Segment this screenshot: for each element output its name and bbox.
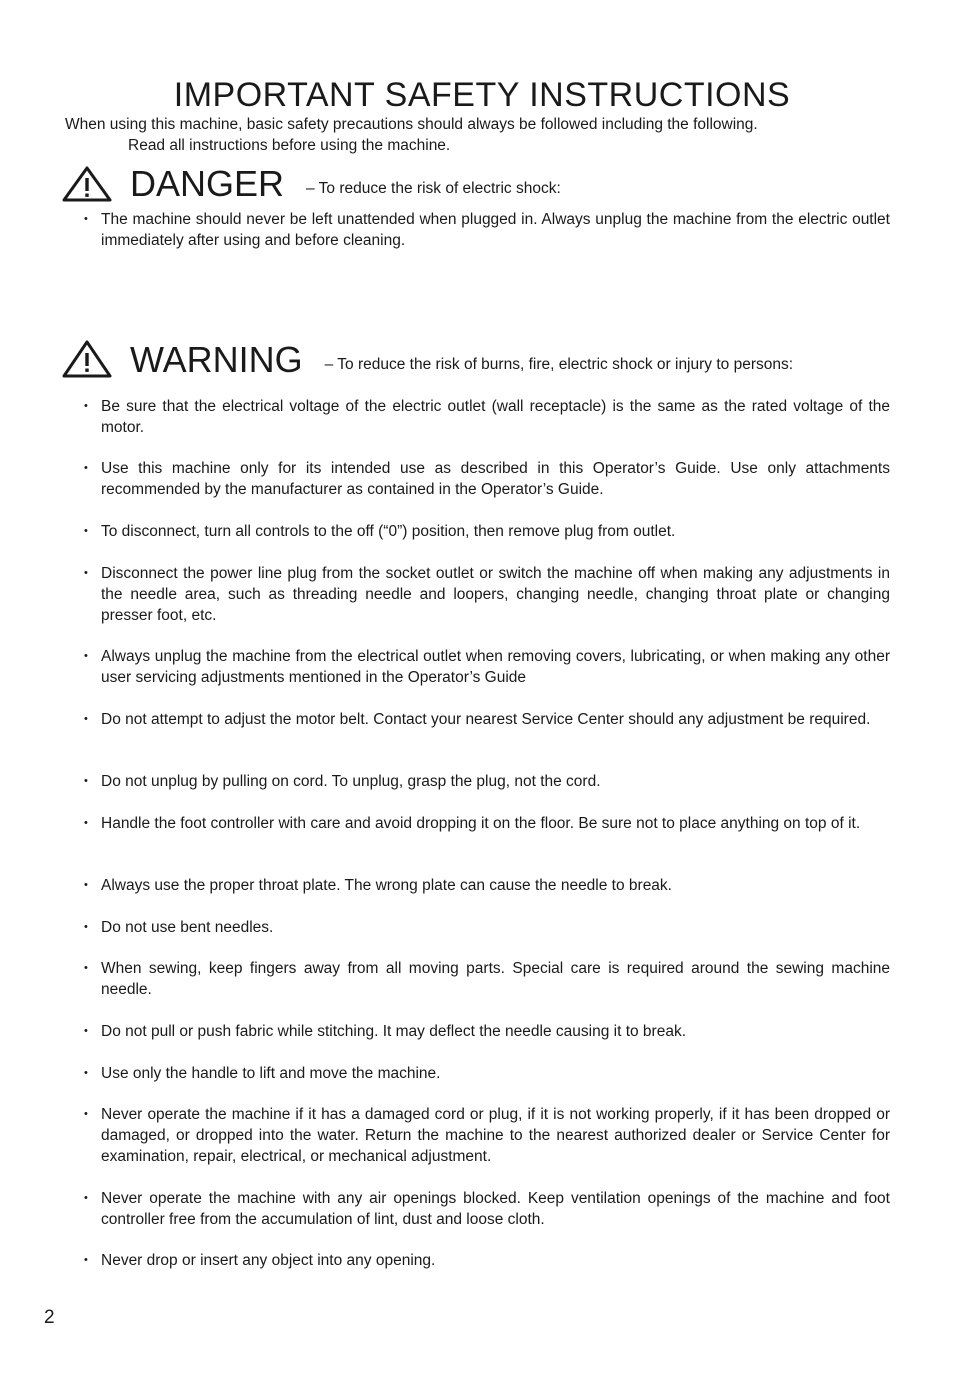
warning-item-text: When sewing, keep fingers away from all moving parts. Special care is required around the sewing machine needle. bbox=[101, 960, 890, 998]
warning-item-text: Never operate the machine if it has a damaged cord or plug, if it is not working properly, if it has been dropped or damaged, or dropped into the water. Return the machine to the nearest authorized dealer or Service Center for examination, repair, electrical, or mechanical adjustment. bbox=[101, 1106, 890, 1165]
intro-line-2: Read all instructions before using the machine. bbox=[128, 137, 451, 154]
list-item bbox=[84, 917, 890, 938]
warning-item-text: To disconnect, turn all controls to the off (“0”) position, then remove plug from outlet. bbox=[101, 523, 676, 540]
list-item bbox=[84, 1250, 890, 1271]
bullet-dot: • bbox=[84, 567, 88, 579]
warning-item-text: Never operate the machine with any air openings blocked. Keep ventilation openings of the machine and foot controller free from the accumulation of lint, dust and loose cloth. bbox=[101, 1190, 890, 1228]
list-item bbox=[84, 396, 890, 438]
warning-subtitle: – To reduce the risk of burns, fire, electric shock or injury to persons: bbox=[324, 356, 794, 373]
bullet-dot: • bbox=[84, 1254, 88, 1266]
warning-item-text: Never drop or insert any object into any opening. bbox=[101, 1252, 436, 1269]
page-number: 2 bbox=[44, 1307, 55, 1328]
bullet-dot: • bbox=[84, 525, 88, 537]
bullet-dot: • bbox=[84, 650, 88, 662]
bullet-dot: • bbox=[84, 962, 88, 974]
list-item bbox=[84, 875, 890, 896]
warning-item-text: Do not use bent needles. bbox=[101, 919, 274, 936]
bullet-dot: • bbox=[84, 1192, 88, 1204]
warning-heading bbox=[62, 340, 793, 378]
bullet-dot: • bbox=[84, 213, 88, 225]
list-item bbox=[84, 521, 890, 542]
list-item bbox=[84, 458, 890, 500]
intro-line-1: When using this machine, basic safety precautions should always be followed including the following. bbox=[65, 116, 758, 133]
list-item bbox=[84, 958, 890, 1000]
warning-triangle-icon bbox=[62, 166, 112, 202]
warning-item-text: Always use the proper throat plate. The wrong plate can cause the needle to break. bbox=[101, 877, 672, 894]
bullet-dot: • bbox=[84, 879, 88, 891]
list-item bbox=[84, 563, 890, 626]
bullet-dot: • bbox=[84, 713, 88, 725]
danger-label: DANGER bbox=[130, 163, 285, 204]
list-item bbox=[84, 1188, 890, 1230]
warning-item-text: Use only the handle to lift and move the machine. bbox=[101, 1065, 441, 1082]
warning-item-text: Handle the foot controller with care and avoid dropping it on the floor. Be sure not to place anything on top of it. bbox=[101, 815, 861, 832]
list-item bbox=[84, 1063, 890, 1084]
list-item bbox=[84, 771, 890, 792]
danger-heading bbox=[62, 163, 561, 204]
bullet-dot: • bbox=[84, 400, 88, 412]
warning-item-text: Do not pull or push fabric while stitching. It may deflect the needle causing it to break. bbox=[101, 1023, 687, 1040]
list-item bbox=[84, 1021, 890, 1042]
danger-item-text: The machine should never be left unattended when plugged in. Always unplug the machine from the electric outlet immediately after using and before cleaning. bbox=[101, 211, 890, 249]
list-item bbox=[84, 813, 890, 834]
warning-item-text: Always unplug the machine from the electrical outlet when removing covers, lubricating, or when making any other user servicing adjustments mentioned in the Operator’s Guide bbox=[101, 648, 890, 686]
warning-item-text: Be sure that the electrical voltage of the electric outlet (wall receptacle) is the same as the rated voltage of the motor. bbox=[101, 398, 890, 436]
warning-label: WARNING bbox=[130, 339, 303, 380]
warning-item-text: Do not unplug by pulling on cord. To unplug, grasp the plug, not the cord. bbox=[101, 773, 601, 790]
list-item bbox=[84, 709, 890, 730]
warning-item-text: Do not attempt to adjust the motor belt. Contact your nearest Service Center should any adjustment be required. bbox=[101, 711, 871, 728]
bullet-dot: • bbox=[84, 921, 88, 933]
bullet-dot: • bbox=[84, 775, 88, 787]
warning-triangle-icon bbox=[62, 340, 112, 378]
list-item bbox=[84, 646, 890, 688]
page-title: IMPORTANT SAFETY INSTRUCTIONS bbox=[173, 76, 791, 114]
warning-item-text: Disconnect the power line plug from the socket outlet or switch the machine off when making any adjustments in the needle area, such as threading needle and loopers, changing needle, changing throat plate or changing presser foot, etc. bbox=[101, 565, 890, 624]
bullet-dot: • bbox=[84, 1025, 88, 1037]
bullet-dot: • bbox=[84, 462, 88, 474]
bullet-dot: • bbox=[84, 1108, 88, 1120]
bullet-dot: • bbox=[84, 1067, 88, 1079]
list-item bbox=[84, 1104, 890, 1167]
warning-item-text: Use this machine only for its intended use as described in this Operator’s Guide. Use only attachments recommended by the manufacturer as contained in the Operator’s Guide. bbox=[101, 460, 890, 498]
danger-subtitle: – To reduce the risk of electric shock: bbox=[306, 180, 561, 197]
bullet-dot: • bbox=[84, 817, 88, 829]
list-item bbox=[84, 209, 890, 251]
